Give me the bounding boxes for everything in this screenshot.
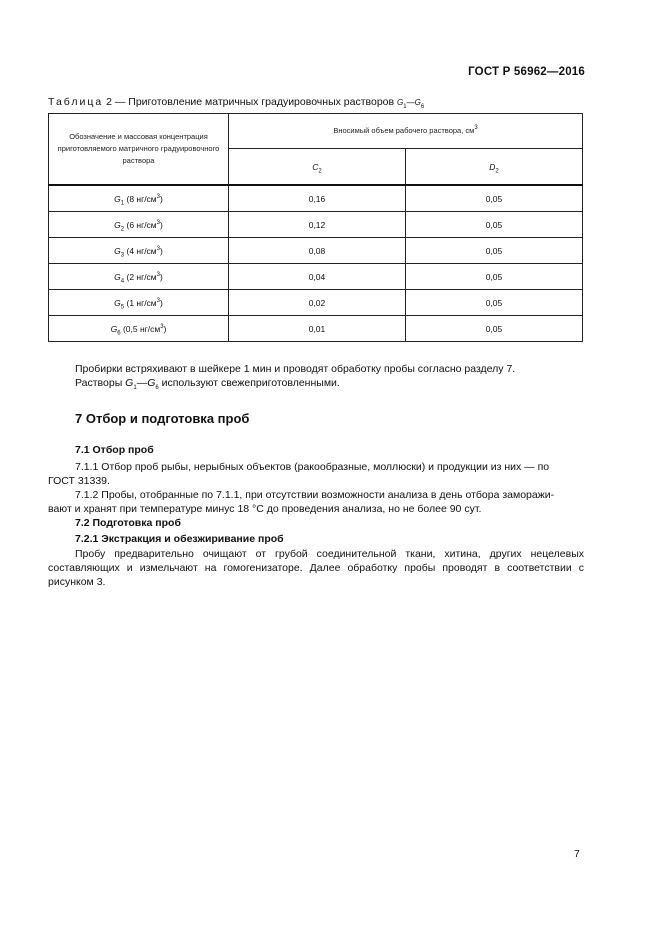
table-cell-d2: 0,05 (406, 316, 583, 342)
table-caption-label: Таблица (48, 96, 104, 108)
after-table-dash: — (136, 377, 148, 389)
row-var: G (114, 193, 121, 204)
row-var-sub: 1 (120, 200, 125, 207)
table-row (49, 185, 583, 212)
row-var: G (114, 219, 121, 230)
paragraph-7-1-1-line-1: 7.1.1 Отбор проб рыбы, нерыбных объектов (ракообразные, моллюски) и продукции из них — по (75, 461, 550, 473)
row-conc-close: ) (160, 271, 163, 282)
after-table-var-a: G (125, 377, 134, 389)
table-header-designation (49, 114, 229, 186)
table-cell-d2: 0,05 (406, 212, 583, 238)
table-caption-var-b: G (414, 98, 421, 107)
row-conc-close: ) (163, 323, 167, 334)
table-caption (48, 96, 425, 111)
table-cell-c2: 0,01 (229, 316, 406, 342)
row-conc-close: ) (160, 219, 163, 230)
table-cell-designation (49, 316, 229, 342)
row-conc: (6 нг/см (124, 219, 157, 230)
table-cell-designation (49, 212, 229, 238)
after-table-line-2 (75, 376, 584, 390)
table-header-d2-var: D (489, 161, 496, 172)
row-var: G (114, 271, 121, 282)
table-cell-d2: 0,05 (406, 238, 583, 264)
table-header-c2 (229, 149, 406, 186)
table-cell-d2: 0,05 (406, 185, 583, 212)
table-cell-c2: 0,08 (229, 238, 406, 264)
after-table-var-b: G (147, 377, 156, 389)
row-var-sub: 3 (120, 252, 125, 259)
table-caption-var-a-sub: 1 (403, 104, 407, 111)
table-caption-dash: — (406, 98, 415, 107)
paragraph-7-1-1-line-2: ГОСТ 31339. (48, 475, 110, 487)
table-header-d2 (406, 149, 583, 186)
table-header-volume (229, 114, 583, 149)
table-row (49, 290, 583, 316)
row-conc-close: ) (160, 245, 163, 256)
table-row (49, 238, 583, 264)
row-conc-close: ) (160, 193, 163, 204)
table-header-volume-sup: 3 (474, 125, 478, 132)
section-7-heading: 7 Отбор и подготовка проб (75, 411, 250, 426)
row-var-sub: 2 (120, 226, 125, 233)
table-row (49, 212, 583, 238)
after-table-line-2-post: используют свежеприготовленными. (158, 377, 340, 389)
after-table-var-b-sub: 6 (155, 385, 159, 392)
row-conc-sup: 3 (156, 245, 160, 252)
row-conc: (8 нг/см (124, 193, 157, 204)
page-number: 7 (574, 848, 580, 860)
row-var-sub: 4 (120, 278, 125, 285)
table-cell-c2: 0,04 (229, 264, 406, 290)
row-conc-sup: 3 (156, 193, 160, 200)
section-7-2-1-heading: 7.2.1 Экстракция и обезжиривание проб (75, 533, 284, 545)
after-table-line-2-pre: Растворы (75, 377, 126, 389)
row-conc-close: ) (160, 297, 163, 308)
row-var-sub: 6 (117, 330, 121, 337)
table-cell-designation (49, 290, 229, 316)
table-caption-var-a: G (397, 98, 404, 107)
row-conc-sup: 3 (156, 297, 160, 304)
row-var: G (114, 297, 121, 308)
table-cell-d2: 0,05 (406, 264, 583, 290)
table-header-volume-text: Вносимый объем рабочего раствора, см (333, 126, 475, 135)
section-7-2-heading: 7.2 Подготовка проб (75, 517, 181, 529)
row-conc: (1 нг/см (124, 297, 157, 308)
table-cell-c2: 0,16 (229, 185, 406, 212)
table-header-designation-text: Обозначение и массовая концентрация приготовляемого матричного градуировочного раствора (57, 132, 220, 165)
row-conc-sup: 3 (160, 323, 164, 330)
table-header-c2-var: C (312, 161, 319, 172)
table-row (49, 316, 583, 342)
row-var: G (110, 323, 118, 334)
document-code: ГОСТ Р 56962—2016 (468, 66, 585, 78)
table-cell-designation (49, 264, 229, 290)
row-conc-sup: 3 (156, 271, 160, 278)
paragraph-7-2-1-line-2: составляющих и измельчают на гомогенизаторе. Далее обработку пробы проводят в соответствии с (48, 562, 584, 574)
row-var: G (114, 245, 121, 256)
row-conc: (2 нг/см (124, 271, 157, 282)
table-cell-designation (49, 238, 229, 264)
row-conc: (4 нг/см (124, 245, 157, 256)
table-header-d2-sub: 2 (495, 168, 499, 175)
table-caption-var-b-sub: 6 (420, 104, 425, 111)
paragraph-7-2-1-line-1: Пробу предварительно очищают от грубой соединительной ткани, хитина, других нецелевых (75, 548, 584, 560)
row-conc: (0,5 нг/см (120, 323, 161, 334)
row-conc-sup: 3 (156, 219, 160, 226)
after-table-var-a-sub: 1 (133, 385, 137, 392)
table-caption-text: — Приготовление матричных градуировочных растворов (111, 96, 398, 108)
paragraph-7-1-2-line-2: вают и хранят при температуре минус 18 °С до проведения анализа, но не более 90 сут. (48, 503, 482, 515)
table-header-c2-sub: 2 (318, 168, 322, 175)
table-cell-designation (49, 185, 229, 212)
table-row (49, 264, 583, 290)
paragraph-7-1-2-line-1: 7.1.2 Пробы, отобранные по 7.1.1, при отсутствии возможности анализа в день отбора заморажи- (75, 489, 555, 501)
table-cell-c2: 0,02 (229, 290, 406, 316)
section-7-1-heading: 7.1 Отбор проб (75, 444, 154, 456)
paragraph-7-2-1-line-3: рисунком 3. (48, 576, 106, 588)
row-var-sub: 5 (120, 304, 125, 311)
preparation-table (48, 113, 583, 342)
after-table-line-1: Пробирки встряхивают в шейкере 1 мин и проводят обработку пробы согласно разделу 7. (75, 363, 516, 375)
table-cell-c2: 0,12 (229, 212, 406, 238)
table-cell-d2: 0,05 (406, 290, 583, 316)
table-caption-number: 2 (106, 96, 112, 108)
